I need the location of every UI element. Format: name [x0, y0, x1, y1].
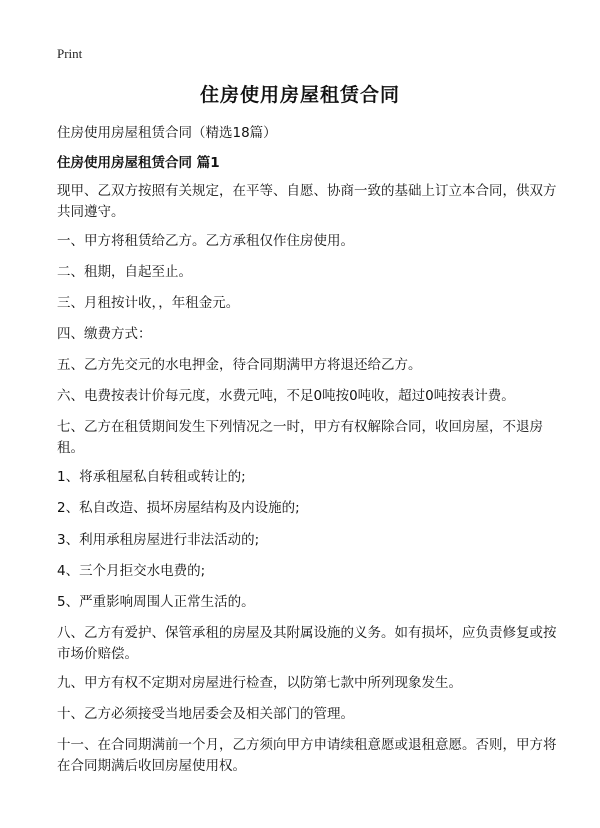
clause-item: 3、利用承租房屋进行非法活动的; — [57, 532, 260, 548]
clause-paragraph: 七、乙方在租赁期间发生下列情况之一时，甲方有权解除合同，收回房屋，不退房租。 — [57, 419, 543, 456]
clause-paragraph: 二、租期，自起至止。 — [57, 264, 192, 280]
clause-paragraph: 六、电费按表计价每元度，水费元吨，不足0吨按0吨收，超过0吨按表计费。 — [57, 388, 515, 404]
clause-paragraph: 十一、在合同期满前一个月，乙方须向甲方申请续租意愿或退租意愿。否则，甲方将在合同期满后收回房屋使用权。 — [57, 737, 557, 774]
clause-item: 1、将承租屋私自转租或转让的; — [57, 469, 246, 485]
clause-item: 4、三个月拒交水电费的; — [57, 563, 206, 579]
document-title: 住房使用房屋租赁合同 — [199, 84, 400, 106]
document-subtitle: 住房使用房屋租赁合同（精选18篇） — [57, 125, 277, 141]
clause-item: 2、私自改造、损坏房屋结构及内设施的; — [57, 500, 300, 516]
clause-paragraph: 一、甲方将租赁给乙方。乙方承租仅作住房使用。 — [57, 233, 354, 249]
clause-paragraph: 四、缴费方式： — [57, 326, 152, 342]
clause-paragraph: 五、乙方先交元的水电押金，待合同期满甲方将退还给乙方。 — [57, 357, 422, 373]
clause-paragraph: 现甲、乙双方按照有关规定，在平等、自愿、协商一致的基础上订立本合同，供双方共同遵守。 — [57, 183, 557, 220]
clause-paragraph: 十、乙方必须接受当地居委会及相关部门的管理。 — [57, 706, 354, 722]
section-heading: 住房使用房屋租赁合同 篇1 — [57, 155, 220, 171]
clause-item: 5、严重影响周围人正常生活的。 — [57, 594, 255, 610]
print-link[interactable]: Print — [57, 46, 83, 61]
clause-paragraph: 九、甲方有权不定期对房屋进行检查，以防第七款中所列现象发生。 — [57, 675, 462, 691]
clause-paragraph: 三、月租按计收，，年租金元。 — [57, 295, 240, 311]
clause-paragraph: 八、乙方有爱护、保管承租的房屋及其附属设施的义务。如有损坏，应负责修复或按市场价赔偿。 — [57, 625, 557, 662]
